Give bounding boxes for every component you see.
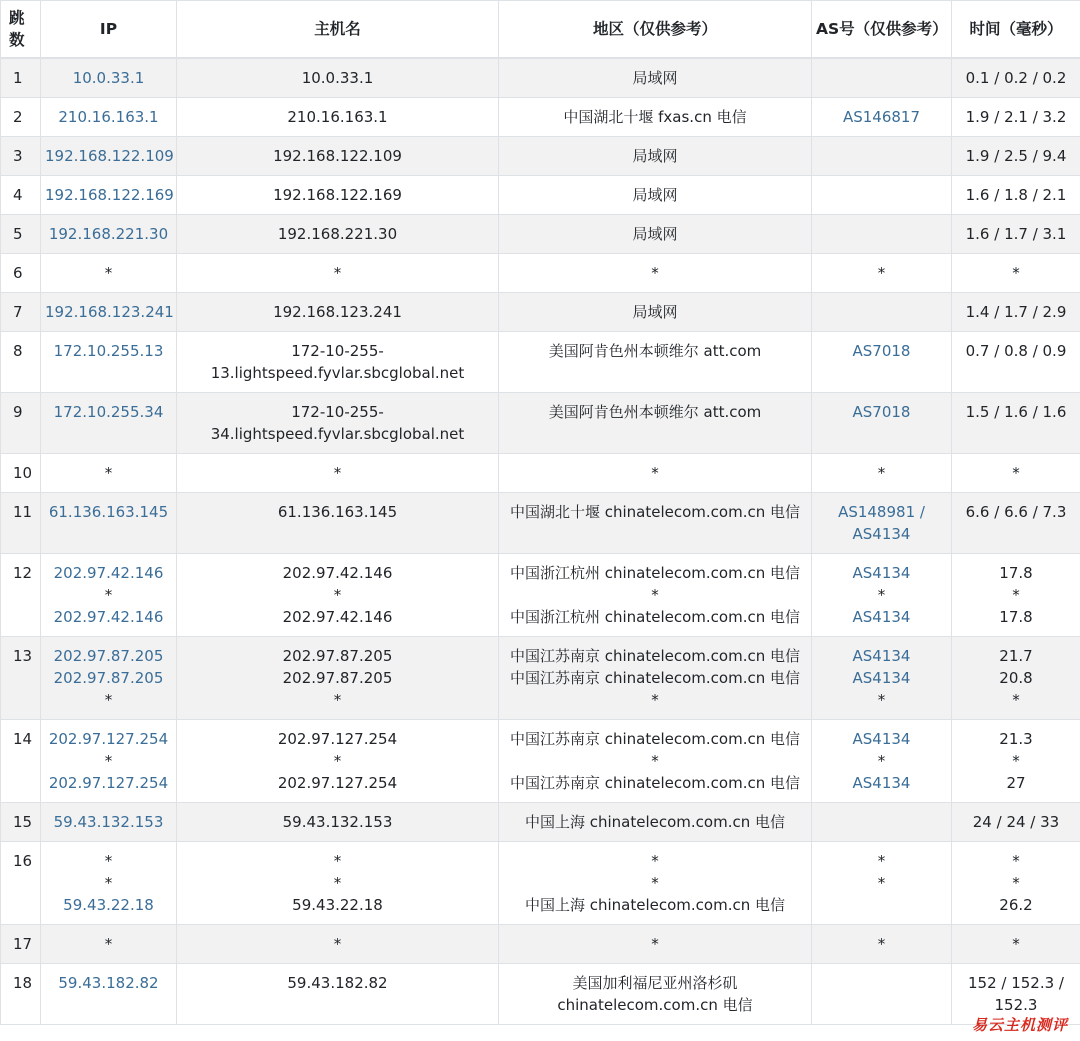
asn-link xyxy=(816,301,947,323)
hostname-text: 59.43.182.82 xyxy=(287,974,388,992)
region-cell xyxy=(499,176,812,215)
hostname-text: 202.97.87.205 xyxy=(282,669,393,687)
timeout-marker: * xyxy=(104,691,113,709)
region-text: 中国上海 chinatelecom.com.cn 电信 xyxy=(524,813,786,831)
timeout-marker: * xyxy=(877,852,886,870)
hostname-text: 192.168.122.169 xyxy=(273,186,402,204)
table-row xyxy=(1,925,1080,964)
asn-link xyxy=(816,811,947,833)
asn-cell xyxy=(812,637,952,720)
asn-link[interactable]: AS4134 xyxy=(852,647,911,665)
time-cell xyxy=(952,58,1080,98)
ip-link[interactable]: 202.97.87.205 xyxy=(53,669,164,687)
hostname-cell xyxy=(177,293,499,332)
table-row xyxy=(1,803,1080,842)
watermark: 易云主机测评 xyxy=(971,1016,1068,1034)
timeout-marker: * xyxy=(333,752,342,770)
asn-cell xyxy=(812,393,952,454)
ip-cell xyxy=(41,842,177,925)
time-text: 1.6 / 1.7 / 3.1 xyxy=(965,225,1067,243)
ip-link[interactable]: 202.97.87.205 xyxy=(53,647,164,665)
hostname-cell xyxy=(177,58,499,98)
ip-cell xyxy=(41,720,177,803)
region-text: 局域网 xyxy=(632,186,678,204)
time-cell xyxy=(952,293,1080,332)
region-cell xyxy=(499,637,812,720)
timeout-marker: * xyxy=(333,464,342,482)
ip-cell xyxy=(41,137,177,176)
hostname-text: 202.97.87.205 xyxy=(282,647,393,665)
hostname-cell xyxy=(177,637,499,720)
asn-link xyxy=(816,67,947,89)
asn-cell xyxy=(812,964,952,1025)
region-cell xyxy=(499,803,812,842)
timeout-marker: * xyxy=(1012,464,1020,482)
region-text: 局域网 xyxy=(632,225,678,243)
hostname-cell xyxy=(177,925,499,964)
time-cell xyxy=(952,493,1080,554)
timeout-marker: * xyxy=(333,691,342,709)
timeout-marker: * xyxy=(104,586,113,604)
timeout-marker: * xyxy=(104,264,113,282)
timeout-marker: * xyxy=(333,264,342,282)
hop-number: 13 xyxy=(1,637,41,720)
time-cell xyxy=(952,554,1080,637)
timeout-marker: * xyxy=(651,752,659,770)
asn-link[interactable]: AS4134 xyxy=(852,608,911,626)
time-text: 24 / 24 / 33 xyxy=(972,813,1060,831)
time-cell xyxy=(952,215,1080,254)
region-cell xyxy=(499,393,812,454)
ip-cell xyxy=(41,925,177,964)
timeout-marker: * xyxy=(104,935,113,953)
hostname-text: 10.0.33.1 xyxy=(301,69,374,87)
asn-link[interactable]: AS7018 xyxy=(852,342,911,360)
asn-link[interactable]: AS146817 xyxy=(842,108,921,126)
asn-cell xyxy=(812,925,952,964)
region-text: 中国湖北十堰 chinatelecom.com.cn 电信 xyxy=(509,503,801,521)
asn-cell xyxy=(812,58,952,98)
time-cell xyxy=(952,137,1080,176)
hostname-text: 210.16.163.1 xyxy=(287,108,388,126)
header-ip: IP xyxy=(41,1,177,59)
table-row xyxy=(1,98,1080,137)
timeout-marker: * xyxy=(877,935,886,953)
hop-number: 17 xyxy=(1,925,41,964)
asn-link xyxy=(816,972,947,994)
timeout-marker: * xyxy=(104,752,113,770)
header-hop: 跳数 xyxy=(1,1,41,59)
hop-number: 6 xyxy=(1,254,41,293)
region-cell xyxy=(499,964,812,1025)
hostname-text: 202.97.127.254 xyxy=(277,730,398,748)
ip-cell xyxy=(41,215,177,254)
time-text: 1.9 / 2.1 / 3.2 xyxy=(965,108,1067,126)
hostname-cell xyxy=(177,554,499,637)
timeout-marker: * xyxy=(104,874,113,892)
header-time: 时间（毫秒） xyxy=(952,1,1080,59)
ip-link[interactable]: 59.43.182.82 xyxy=(58,974,159,992)
hop-number: 9 xyxy=(1,393,41,454)
region-text: 中国上海 chinatelecom.com.cn 电信 xyxy=(524,896,786,914)
time-text: 20.8 xyxy=(999,669,1033,687)
table-row xyxy=(1,964,1080,1025)
asn-cell xyxy=(812,720,952,803)
timeout-marker: * xyxy=(651,264,659,282)
ip-cell xyxy=(41,332,177,393)
time-cell xyxy=(952,720,1080,803)
time-text: 1.9 / 2.5 / 9.4 xyxy=(965,147,1067,165)
region-cell xyxy=(499,332,812,393)
hop-number: 18 xyxy=(1,964,41,1025)
asn-link xyxy=(816,223,947,245)
asn-cell xyxy=(812,332,952,393)
region-cell xyxy=(499,293,812,332)
asn-cell xyxy=(812,98,952,137)
timeout-marker: * xyxy=(333,935,342,953)
ip-cell xyxy=(41,554,177,637)
time-cell xyxy=(952,393,1080,454)
timeout-marker: * xyxy=(1012,935,1020,953)
timeout-marker: * xyxy=(333,874,342,892)
asn-link[interactable]: AS4134 xyxy=(852,730,911,748)
asn-link xyxy=(816,184,947,206)
table-row xyxy=(1,176,1080,215)
asn-cell xyxy=(812,454,952,493)
hostname-cell xyxy=(177,964,499,1025)
timeout-marker: * xyxy=(877,464,886,482)
hostname-text: 59.43.22.18 xyxy=(292,896,383,914)
timeout-marker: * xyxy=(651,852,659,870)
hop-number: 2 xyxy=(1,98,41,137)
region-text: 中国浙江杭州 chinatelecom.com.cn 电信 xyxy=(509,608,801,626)
time-cell xyxy=(952,964,1080,1025)
region-text: 中国浙江杭州 chinatelecom.com.cn 电信 xyxy=(509,564,801,582)
region-cell xyxy=(499,254,812,293)
asn-cell xyxy=(812,803,952,842)
asn-link xyxy=(816,894,947,916)
table-row xyxy=(1,554,1080,637)
timeout-marker: * xyxy=(1012,752,1020,770)
region-cell xyxy=(499,554,812,637)
table-row xyxy=(1,393,1080,454)
table-row xyxy=(1,332,1080,393)
timeout-marker: * xyxy=(877,874,886,892)
region-cell xyxy=(499,925,812,964)
hop-number: 12 xyxy=(1,554,41,637)
time-text: 26.2 xyxy=(999,896,1033,914)
ip-link[interactable]: 202.97.127.254 xyxy=(48,774,169,792)
region-cell xyxy=(499,493,812,554)
hostname-text: 61.136.163.145 xyxy=(277,503,398,521)
time-text: 17.8 xyxy=(999,608,1033,626)
hostname-text: 202.97.42.146 xyxy=(282,564,393,582)
hostname-text: 59.43.132.153 xyxy=(282,813,393,831)
hop-number: 5 xyxy=(1,215,41,254)
ip-link[interactable]: 192.168.221.30 xyxy=(48,225,169,243)
ip-link[interactable]: 192.168.122.109 xyxy=(45,147,174,165)
asn-cell xyxy=(812,493,952,554)
asn-link[interactable]: AS4134 xyxy=(852,669,911,687)
time-text: 152 / 152.3 / 152.3 xyxy=(968,974,1064,1014)
table-row xyxy=(1,454,1080,493)
table-row xyxy=(1,842,1080,925)
region-cell xyxy=(499,58,812,98)
time-cell xyxy=(952,176,1080,215)
time-text: 0.7 / 0.8 / 0.9 xyxy=(965,342,1067,360)
timeout-marker: * xyxy=(877,264,886,282)
table-body xyxy=(1,58,1080,1025)
ip-link[interactable]: 192.168.123.241 xyxy=(45,303,174,321)
timeout-marker: * xyxy=(1012,264,1020,282)
hostname-cell xyxy=(177,332,499,393)
asn-link[interactable]: AS4134 xyxy=(852,774,911,792)
region-cell xyxy=(499,842,812,925)
region-text: 中国湖北十堰 fxas.cn 电信 xyxy=(563,108,747,126)
region-cell xyxy=(499,454,812,493)
table-row xyxy=(1,215,1080,254)
time-cell xyxy=(952,332,1080,393)
time-text: 27 xyxy=(1006,774,1026,792)
ip-cell xyxy=(41,964,177,1025)
asn-cell xyxy=(812,293,952,332)
hop-number: 16 xyxy=(1,842,41,925)
hop-number: 15 xyxy=(1,803,41,842)
region-cell xyxy=(499,137,812,176)
region-cell xyxy=(499,720,812,803)
timeout-marker: * xyxy=(877,691,886,709)
timeout-marker: * xyxy=(651,935,659,953)
timeout-marker: * xyxy=(651,464,659,482)
time-cell xyxy=(952,803,1080,842)
hostname-cell xyxy=(177,842,499,925)
ip-cell xyxy=(41,254,177,293)
hostname-cell xyxy=(177,176,499,215)
asn-cell xyxy=(812,842,952,925)
timeout-marker: * xyxy=(651,586,659,604)
hop-number: 1 xyxy=(1,58,41,98)
time-cell xyxy=(952,98,1080,137)
timeout-marker: * xyxy=(1012,691,1020,709)
ip-link[interactable]: 172.10.255.13 xyxy=(53,342,164,360)
hostname-text: 192.168.122.109 xyxy=(273,147,402,165)
asn-cell xyxy=(812,176,952,215)
hostname-text: 192.168.123.241 xyxy=(273,303,402,321)
table-row xyxy=(1,254,1080,293)
asn-link[interactable]: AS4134 xyxy=(852,564,911,582)
ip-link[interactable]: 202.97.127.254 xyxy=(48,730,169,748)
time-text: 21.3 xyxy=(999,730,1033,748)
hop-number: 11 xyxy=(1,493,41,554)
hostname-cell xyxy=(177,720,499,803)
ip-cell xyxy=(41,98,177,137)
hostname-text: 192.168.221.30 xyxy=(277,225,398,243)
region-cell xyxy=(499,98,812,137)
region-text: 美国阿肯色州本顿维尔 att.com xyxy=(548,342,762,360)
ip-cell xyxy=(41,454,177,493)
time-cell xyxy=(952,254,1080,293)
table-header-row xyxy=(1,1,1080,59)
table-row xyxy=(1,493,1080,554)
time-text: 1.4 / 1.7 / 2.9 xyxy=(965,303,1067,321)
time-text: 1.5 / 1.6 / 1.6 xyxy=(965,403,1067,421)
time-text: 17.8 xyxy=(999,564,1033,582)
hostname-text: 172-10-255-13.lightspeed.fyvlar.sbcglobal.net xyxy=(210,342,465,382)
ip-cell xyxy=(41,493,177,554)
time-cell xyxy=(952,637,1080,720)
timeout-marker: * xyxy=(1012,586,1020,604)
ip-link[interactable]: 59.43.132.153 xyxy=(53,813,164,831)
timeout-marker: * xyxy=(333,852,342,870)
timeout-marker: * xyxy=(1012,874,1020,892)
hop-number: 3 xyxy=(1,137,41,176)
hop-number: 10 xyxy=(1,454,41,493)
hostname-cell xyxy=(177,803,499,842)
hop-number: 4 xyxy=(1,176,41,215)
hostname-cell xyxy=(177,254,499,293)
region-cell xyxy=(499,215,812,254)
time-cell xyxy=(952,454,1080,493)
table-row xyxy=(1,137,1080,176)
ip-link[interactable]: 59.43.22.18 xyxy=(63,896,154,914)
time-cell xyxy=(952,925,1080,964)
timeout-marker: * xyxy=(104,852,113,870)
timeout-marker: * xyxy=(333,586,342,604)
region-text: 中国江苏南京 chinatelecom.com.cn 电信 xyxy=(509,669,801,687)
time-text: 0.1 / 0.2 / 0.2 xyxy=(965,69,1067,87)
hostname-cell xyxy=(177,137,499,176)
ip-link[interactable]: 210.16.163.1 xyxy=(58,108,159,126)
region-text: 美国阿肯色州本顿维尔 att.com xyxy=(548,403,762,421)
table-row xyxy=(1,58,1080,98)
asn-cell xyxy=(812,137,952,176)
ip-link[interactable]: 10.0.33.1 xyxy=(72,69,145,87)
hostname-cell xyxy=(177,215,499,254)
ip-cell xyxy=(41,58,177,98)
region-text: 局域网 xyxy=(632,147,678,165)
hostname-text: 172-10-255-34.lightspeed.fyvlar.sbcglobal.net xyxy=(210,403,465,443)
timeout-marker: * xyxy=(877,752,886,770)
timeout-marker: * xyxy=(651,691,659,709)
timeout-marker: * xyxy=(877,586,886,604)
ip-link[interactable]: 192.168.122.169 xyxy=(45,186,174,204)
hostname-text: 202.97.42.146 xyxy=(282,608,393,626)
timeout-marker: * xyxy=(104,464,113,482)
ip-cell xyxy=(41,803,177,842)
ip-cell xyxy=(41,393,177,454)
asn-link[interactable]: AS7018 xyxy=(852,403,911,421)
asn-cell xyxy=(812,215,952,254)
ip-link[interactable]: 202.97.42.146 xyxy=(53,608,164,626)
header-hostname: 主机名 xyxy=(177,1,499,59)
timeout-marker: * xyxy=(1012,852,1020,870)
region-text: 局域网 xyxy=(632,303,678,321)
asn-cell xyxy=(812,554,952,637)
hostname-cell xyxy=(177,454,499,493)
table-row xyxy=(1,720,1080,803)
asn-link[interactable]: AS148981 / AS4134 xyxy=(838,503,925,543)
asn-link xyxy=(816,145,947,167)
header-region: 地区（仅供参考） xyxy=(499,1,812,59)
hostname-text: 202.97.127.254 xyxy=(277,774,398,792)
table-row xyxy=(1,293,1080,332)
header-asn: AS号（仅供参考） xyxy=(812,1,952,59)
hop-number: 8 xyxy=(1,332,41,393)
time-text: 6.6 / 6.6 / 7.3 xyxy=(965,503,1067,521)
ip-link[interactable]: 61.136.163.145 xyxy=(48,503,169,521)
hop-number: 7 xyxy=(1,293,41,332)
table-row xyxy=(1,637,1080,720)
region-text: 局域网 xyxy=(632,69,678,87)
asn-cell xyxy=(812,254,952,293)
hostname-cell xyxy=(177,393,499,454)
timeout-marker: * xyxy=(651,874,659,892)
ip-cell xyxy=(41,637,177,720)
ip-link[interactable]: 202.97.42.146 xyxy=(53,564,164,582)
region-text: 美国加利福尼亚州洛杉矶 chinatelecom.com.cn 电信 xyxy=(557,974,753,1014)
ip-cell xyxy=(41,293,177,332)
hostname-cell xyxy=(177,98,499,137)
ip-link[interactable]: 172.10.255.34 xyxy=(53,403,164,421)
hostname-cell xyxy=(177,493,499,554)
region-text: 中国江苏南京 chinatelecom.com.cn 电信 xyxy=(509,647,801,665)
hop-number: 14 xyxy=(1,720,41,803)
time-cell xyxy=(952,842,1080,925)
region-text: 中国江苏南京 chinatelecom.com.cn 电信 xyxy=(509,774,801,792)
time-text: 1.6 / 1.8 / 2.1 xyxy=(965,186,1067,204)
region-text: 中国江苏南京 chinatelecom.com.cn 电信 xyxy=(509,730,801,748)
time-text: 21.7 xyxy=(999,647,1033,665)
ip-cell xyxy=(41,176,177,215)
